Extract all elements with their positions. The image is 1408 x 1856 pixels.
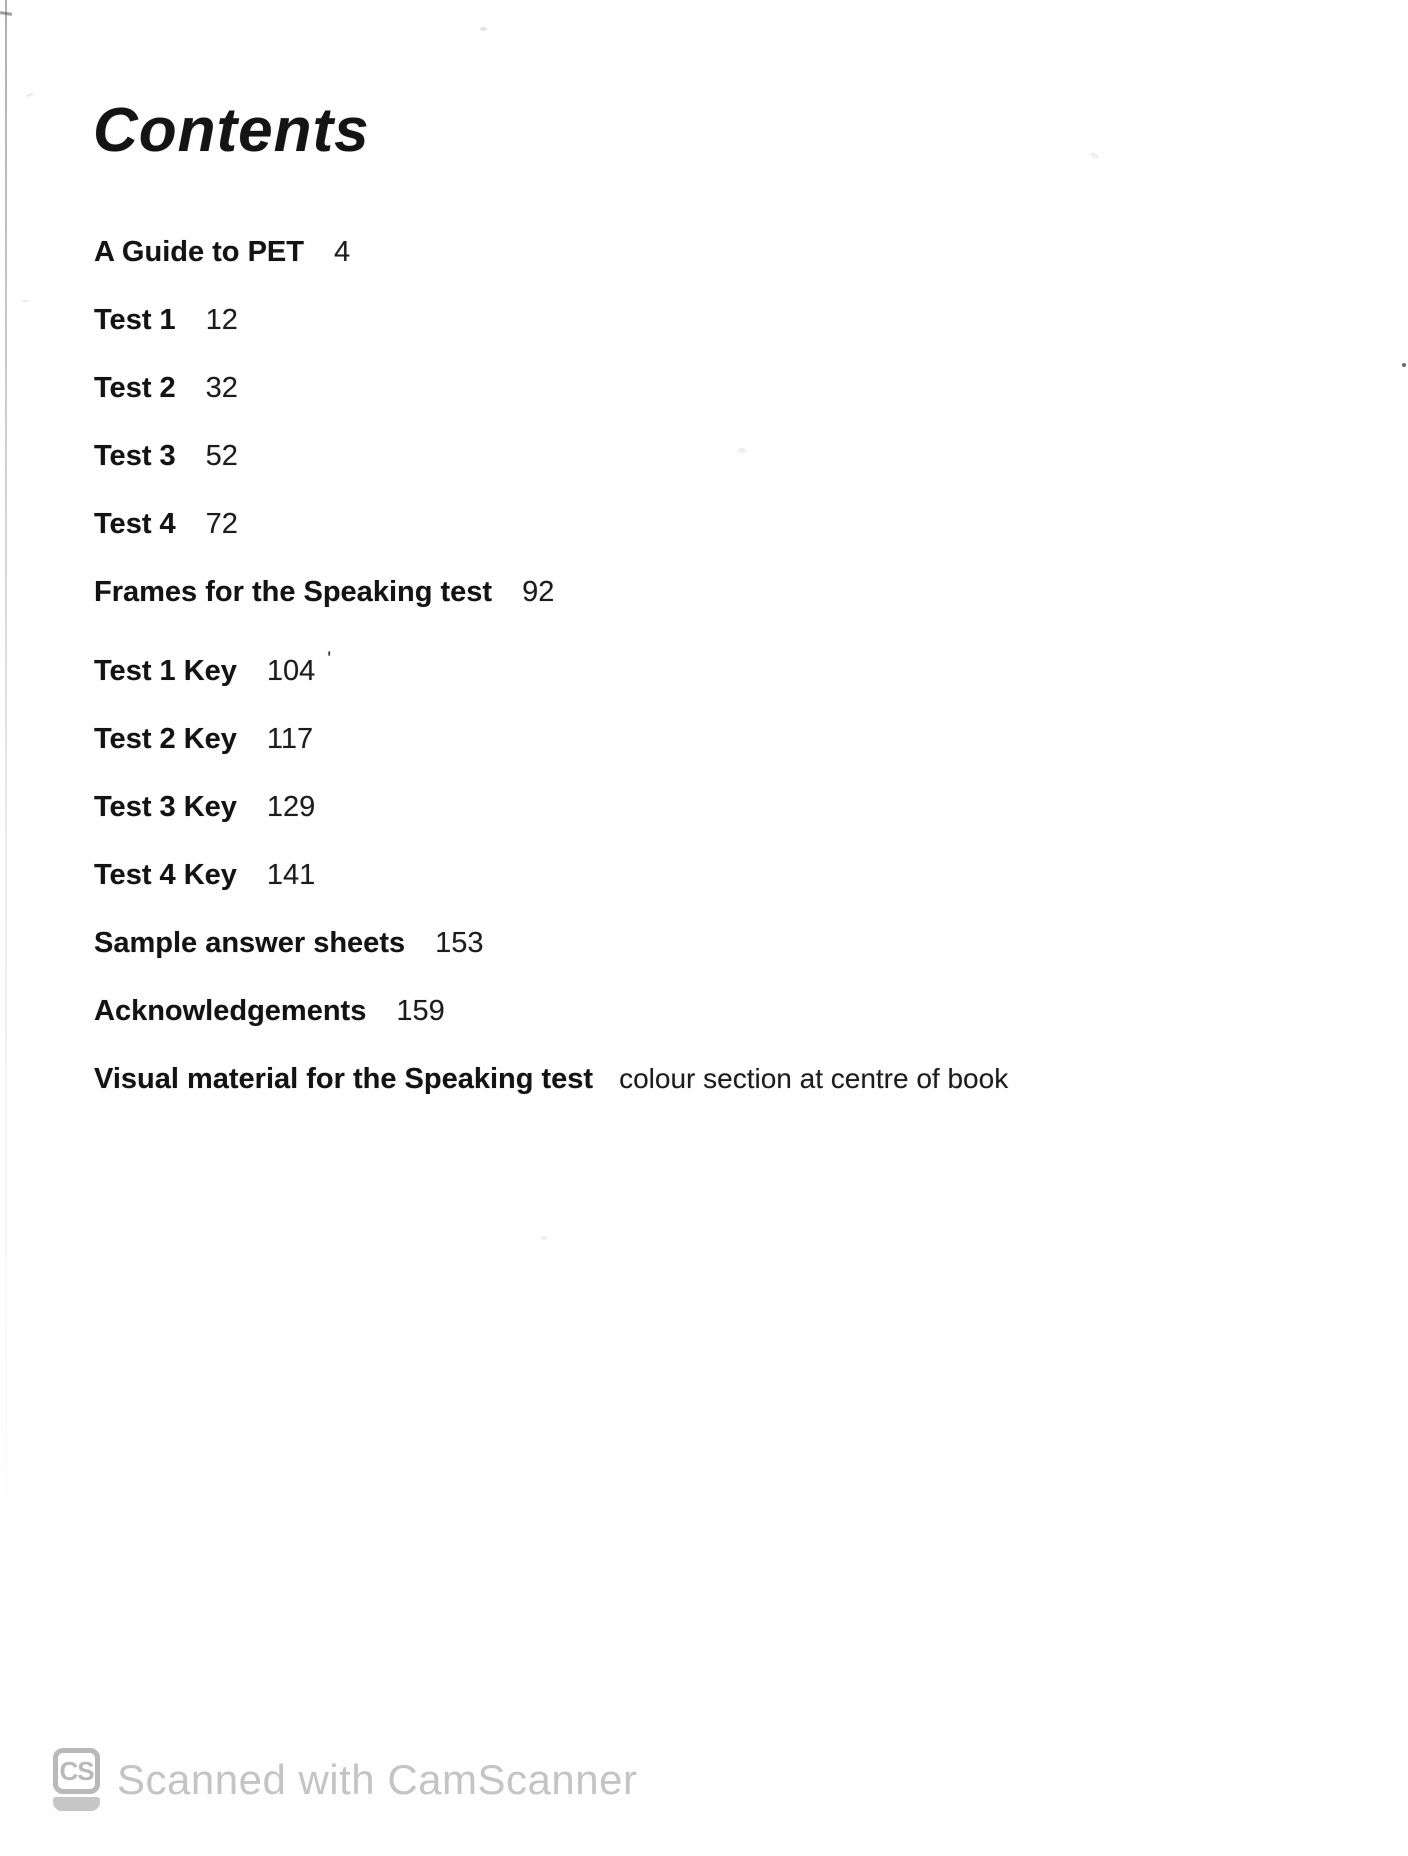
toc-entry-label: Test 2 Key (94, 723, 237, 755)
page-title: Contents (93, 96, 370, 165)
toc-entry-label: Test 3 (94, 440, 176, 472)
scan-artifact (1089, 151, 1099, 160)
scan-artifact (1402, 363, 1406, 367)
toc-entry-page: 4 (333, 236, 351, 268)
toc-entry-page: 159 (396, 995, 445, 1027)
scan-tick-mark: ' (327, 649, 331, 670)
toc-entry (94, 440, 1008, 477)
toc-entry-page: 104 (266, 655, 316, 687)
toc-list (94, 236, 1008, 1131)
toc-entry (94, 576, 1008, 613)
camscanner-cs-icon (53, 1748, 100, 1812)
toc-entry (94, 644, 1008, 692)
toc-entry-label: Test 1 (94, 304, 176, 336)
toc-entry-label: Test 1 Key (94, 655, 237, 687)
toc-entry-page: 141 (266, 859, 316, 891)
toc-entry (94, 995, 1008, 1032)
toc-entry-page: 52 (205, 440, 238, 472)
toc-entry-label: Test 2 (94, 372, 176, 404)
toc-entry-page: 72 (205, 508, 238, 540)
scan-artifact (26, 93, 33, 97)
scan-artifact (480, 27, 487, 31)
toc-entry-label: Acknowledgements (94, 995, 367, 1027)
scan-artifact (0, 11, 12, 16)
toc-entry (94, 236, 1008, 273)
toc-entry-page: 32 (205, 372, 238, 404)
toc-entry (94, 859, 1008, 896)
toc-entry-label: Test 4 Key (94, 859, 237, 891)
scan-artifact (23, 300, 29, 302)
toc-entry-page: 117 (266, 723, 314, 755)
toc-entry-label: Test 3 Key (94, 791, 237, 823)
toc-entry (94, 304, 1008, 341)
toc-entry-page: 92 (522, 576, 555, 608)
toc-entry-page: 12 (205, 304, 238, 336)
scan-artifact-edge-line (5, 0, 7, 1530)
cs-icon-bar (53, 1797, 100, 1811)
toc-entry (94, 927, 1008, 964)
cs-icon-label: CS (53, 1748, 100, 1794)
camscanner-watermark (53, 1748, 637, 1812)
toc-entry-label: Visual material for the Speaking test (94, 1063, 594, 1095)
watermark-text: Scanned with CamScanner (117, 1756, 638, 1803)
toc-entry (94, 791, 1008, 828)
toc-entry-label: A Guide to PET (94, 236, 304, 268)
toc-entry-label: Sample answer sheets (94, 927, 406, 959)
toc-entry-page: 129 (266, 791, 316, 823)
scan-artifact (540, 1236, 548, 1240)
toc-entry (94, 372, 1008, 409)
toc-entry (94, 723, 1008, 760)
toc-entry-page: 153 (435, 927, 484, 959)
toc-entry (94, 1063, 1008, 1100)
toc-entry-label: Test 4 (94, 508, 176, 540)
toc-entry-note: colour section at centre of book (619, 1063, 1009, 1094)
toc-entry (94, 508, 1008, 545)
toc-entry-label: Frames for the Speaking test (94, 576, 493, 608)
